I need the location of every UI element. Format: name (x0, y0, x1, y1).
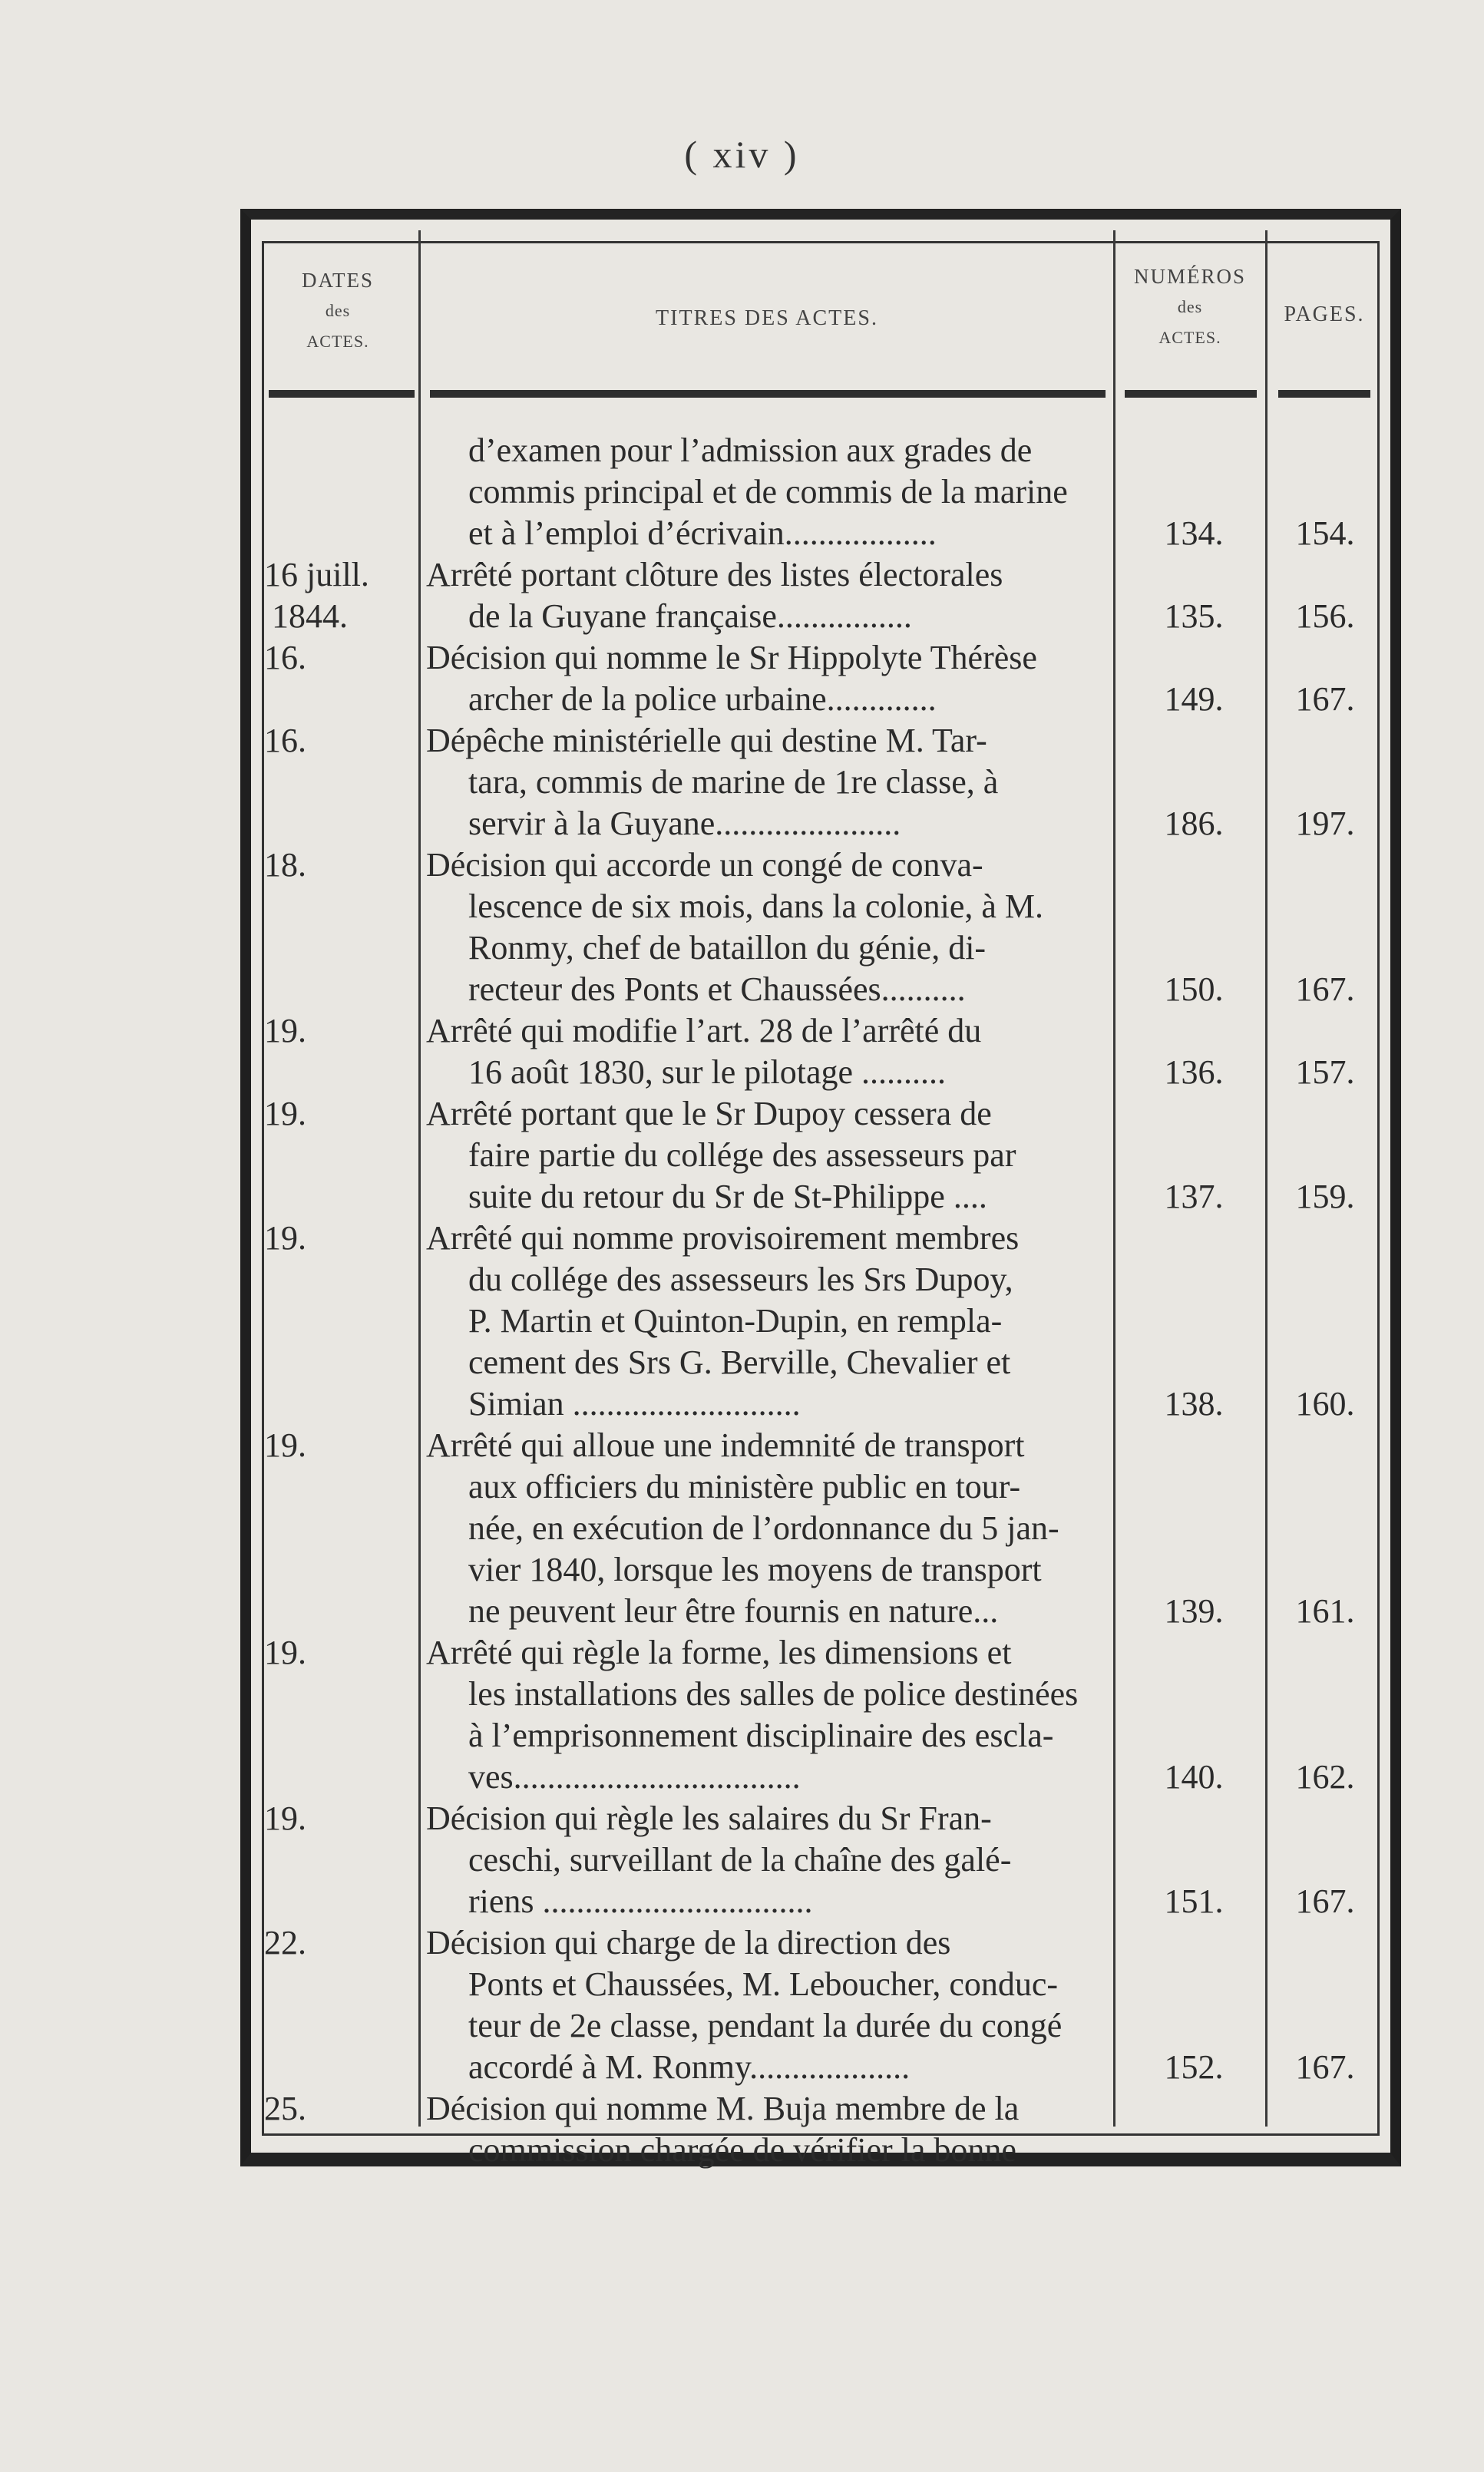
table-row (261, 1425, 1382, 1632)
row-page-number: 159. (1295, 1178, 1355, 1215)
row-date-line: 16. (264, 639, 306, 676)
row-title (426, 430, 1102, 554)
row-date-line: 19. (264, 1426, 306, 1464)
table-row (261, 637, 1382, 720)
row-page-number: 160. (1295, 1385, 1355, 1423)
header-dates-line-2: des (325, 301, 351, 320)
row-date-line: 18. (264, 846, 306, 884)
row-title-line: du collége des assesseurs les Srs Dupoy, (468, 1261, 1013, 1298)
row-title-line: ves.................................. (468, 1758, 801, 1796)
header-numbers (1117, 261, 1263, 353)
row-title-line: teur de 2e classe, pendant la durée du congé (468, 2007, 1063, 2044)
row-title (426, 720, 1102, 844)
table-row (261, 1798, 1382, 1922)
header-numbers-line-3: ACTES. (1158, 328, 1221, 347)
header-dates-line-1: DATES (301, 269, 374, 292)
row-date (264, 2088, 418, 2130)
row-act-number: 150. (1164, 970, 1224, 1008)
row-act-number: 135. (1164, 597, 1224, 635)
row-page-number: 162. (1295, 1758, 1355, 1796)
row-act-number: 136. (1164, 1053, 1224, 1091)
row-page-number: 167. (1295, 1882, 1355, 1920)
row-title-line: de la Guyane française................ (468, 597, 912, 635)
row-title-line: Décision qui accorde un congé de conva- (426, 846, 983, 884)
row-date-line: 19. (264, 1219, 306, 1257)
row-page-number: 161. (1295, 1592, 1355, 1630)
row-page-number: 167. (1295, 680, 1355, 718)
row-date (264, 1425, 418, 1466)
header-numbers-line-2: des (1177, 297, 1203, 316)
row-title-line: vier 1840, lorsque les moyens de transport (468, 1551, 1042, 1588)
row-title-line: ceschi, surveillant de la chaîne des galé- (468, 1841, 1012, 1879)
row-date (264, 1010, 418, 1052)
row-title (426, 1632, 1102, 1798)
row-title-line: faire partie du collége des assesseurs par (468, 1136, 1016, 1174)
row-page-number: 156. (1295, 597, 1355, 635)
row-title-line: Décision qui nomme M. Buja membre de la (426, 2090, 1020, 2127)
row-date (264, 844, 418, 886)
table-row (261, 554, 1382, 637)
row-title-line: Ponts et Chaussées, M. Leboucher, conduc- (468, 1965, 1059, 2003)
header-numbers-line-1: NUMÉROS (1133, 265, 1247, 288)
row-act-number: 137. (1164, 1178, 1224, 1215)
row-date (264, 1922, 418, 1964)
row-title-line: Décision qui charge de la direction des (426, 1924, 951, 1961)
table-row (261, 1093, 1382, 1218)
row-page-number: 167. (1295, 2048, 1355, 2086)
row-title (426, 844, 1102, 1010)
table-row (261, 1632, 1382, 1798)
row-title-line: commis principal et de commis de la marine (468, 473, 1068, 511)
row-act-number: 134. (1164, 514, 1224, 552)
table-row (261, 1218, 1382, 1425)
row-title-line: Arrêté portant clôture des listes électorales (426, 556, 1003, 593)
row-date-line: 25. (264, 2090, 306, 2127)
row-title-line: d’examen pour l’admission aux grades de (468, 431, 1033, 469)
frame-inner-top-rule (262, 241, 1380, 243)
row-date-line: 19. (264, 1634, 306, 1671)
header-dates (261, 265, 415, 357)
row-title (426, 1425, 1102, 1632)
row-title-line: commission chargée de vérifier la bonne (468, 2131, 1016, 2169)
header-pages: PAGES. (1284, 302, 1365, 326)
table-body (261, 430, 1382, 2171)
row-title-line: Décision qui règle les salaires du Sr Fran- (426, 1799, 992, 1837)
row-title (426, 1798, 1102, 1922)
table-row (261, 720, 1382, 844)
row-title-line: tara, commis de marine de 1re classe, à (468, 763, 999, 801)
table-row (261, 430, 1382, 554)
row-title-line: archer de la police urbaine............. (468, 680, 937, 718)
row-title (426, 637, 1102, 720)
row-title-line: suite du retour du Sr de St-Philippe .... (468, 1178, 987, 1215)
row-page-number: 167. (1295, 970, 1355, 1008)
row-title-line: Arrêté portant que le Sr Dupoy cessera de (426, 1095, 992, 1132)
row-date (264, 1632, 418, 1674)
row-title-line: née, en exécution de l’ordonnance du 5 jan- (468, 1509, 1059, 1547)
row-title (426, 1218, 1102, 1425)
row-title (426, 1093, 1102, 1218)
row-act-number: 140. (1164, 1758, 1224, 1796)
row-title-line: Décision qui nomme le Sr Hippolyte Thérèse (426, 639, 1037, 676)
row-title-line: accordé à M. Ronmy................... (468, 2048, 911, 2086)
page-number: ( xiv ) (684, 133, 800, 176)
row-date-line: 19. (264, 1012, 306, 1049)
row-title-line: à l’emprisonnement disciplinaire des escla- (468, 1717, 1054, 1754)
row-date-line: 19. (264, 1799, 306, 1837)
header-rule-pages (1278, 390, 1370, 398)
row-date (264, 1093, 418, 1135)
row-title-line: Arrêté qui règle la forme, les dimensions et (426, 1634, 1012, 1671)
row-act-number: 151. (1164, 1882, 1224, 1920)
row-title-line: Arrêté qui alloue une indemnité de transport (426, 1426, 1025, 1464)
row-title-line: riens ................................ (468, 1882, 813, 1920)
row-title-line: Ronmy, chef de bataillon du génie, di- (468, 929, 987, 967)
row-date-line: 16. (264, 722, 306, 759)
row-page-number: 154. (1295, 514, 1355, 552)
table-row (261, 844, 1382, 1010)
row-date-year: 1844. (272, 597, 348, 635)
row-title-line: P. Martin et Quinton-Dupin, en rempla- (468, 1302, 1003, 1340)
row-date-line: 22. (264, 1924, 306, 1961)
table-row (261, 1010, 1382, 1093)
row-act-number: 152. (1164, 2048, 1224, 2086)
row-title-line: et à l’emploi d’écrivain.................. (468, 514, 937, 552)
row-date-line: 19. (264, 1095, 306, 1132)
header-titles: TITRES DES ACTES. (656, 306, 878, 330)
table-row (261, 2088, 1382, 2171)
row-title-line: Arrêté qui modifie l’art. 28 de l’arrêté du (426, 1012, 982, 1049)
table-row (261, 1922, 1382, 2088)
row-date (264, 554, 418, 637)
row-title (426, 554, 1102, 637)
row-act-number: 186. (1164, 805, 1224, 842)
header-rule-numbers (1125, 390, 1257, 398)
row-title (426, 2088, 1102, 2171)
row-title (426, 1010, 1102, 1093)
row-title (426, 1922, 1102, 2088)
row-title-line: Arrêté qui nomme provisoirement membres (426, 1219, 1020, 1257)
row-act-number: 149. (1164, 680, 1224, 718)
row-title-line: ne peuvent leur être fournis en nature... (468, 1592, 999, 1630)
row-title-line: servir à la Guyane...................... (468, 805, 901, 842)
header-rule-dates (269, 390, 415, 398)
row-date (264, 637, 418, 679)
row-date (264, 720, 418, 762)
row-title-line: Dépêche ministérielle qui destine M. Tar- (426, 722, 987, 759)
row-date (264, 1218, 418, 1259)
row-title-line: lescence de six mois, dans la colonie, à M. (468, 887, 1044, 925)
row-date-line: 16 juill. (264, 556, 369, 593)
row-page-number: 197. (1295, 805, 1355, 842)
row-title-line: aux officiers du ministère public en tour- (468, 1468, 1021, 1505)
row-title-line: Simian ........................... (468, 1385, 801, 1423)
row-title-line: 16 août 1830, sur le pilotage .......... (468, 1053, 947, 1091)
row-act-number: 139. (1164, 1592, 1224, 1630)
row-title-line: les installations des salles de police destinées (468, 1675, 1079, 1713)
row-title-line: recteur des Ponts et Chaussées.......... (468, 970, 966, 1008)
header-rule-titles (430, 390, 1106, 398)
row-date (264, 1798, 418, 1839)
row-page-number: 157. (1295, 1053, 1355, 1091)
row-act-number: 138. (1164, 1385, 1224, 1423)
header-dates-line-3: ACTES. (306, 332, 369, 351)
row-title-line: cement des Srs G. Berville, Chevalier et (468, 1343, 1011, 1381)
